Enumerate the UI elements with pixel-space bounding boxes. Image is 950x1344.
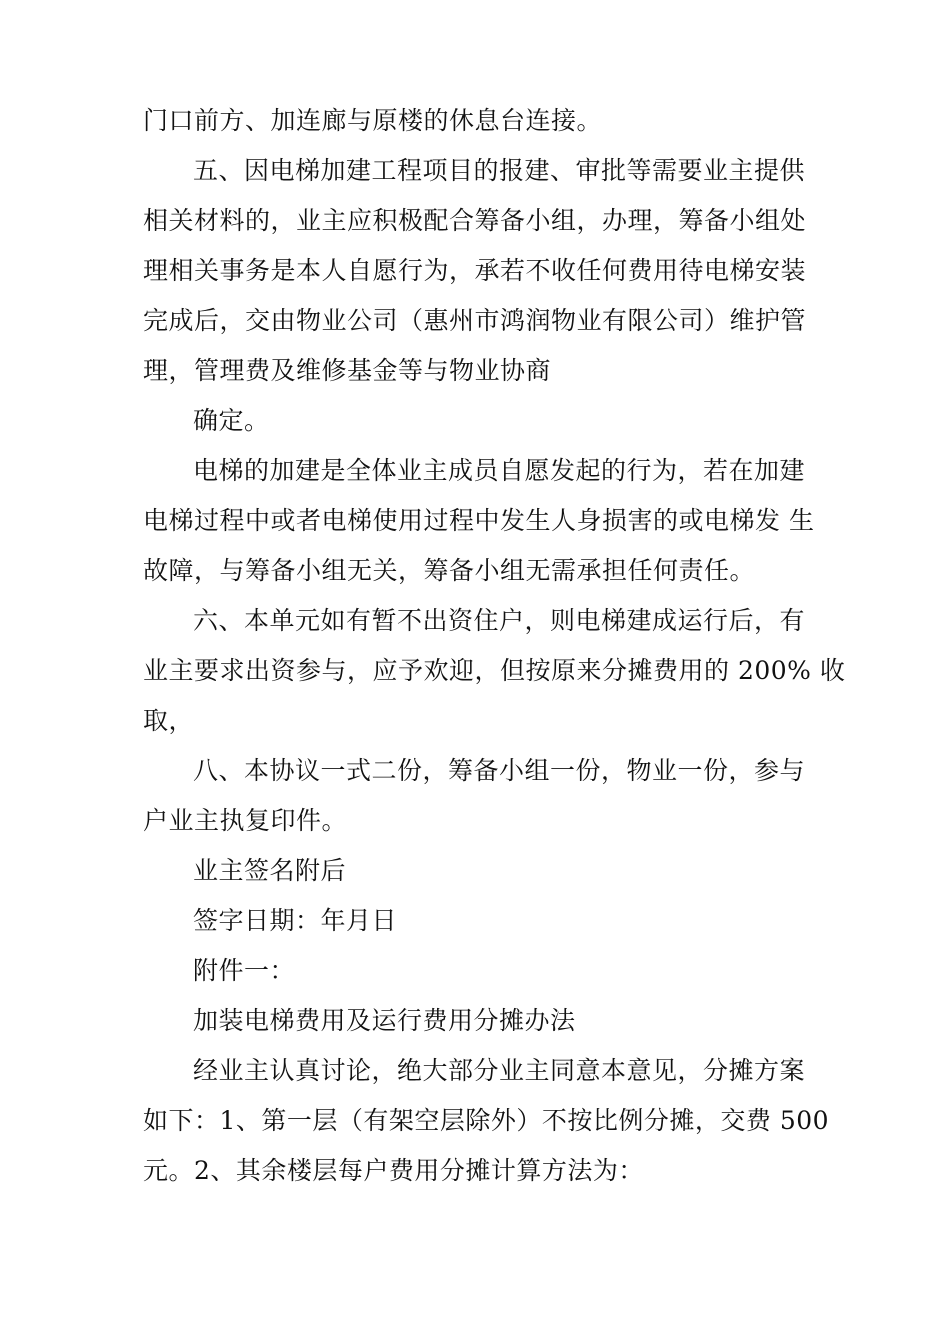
text-line-2: 五、因电梯加建工程项目的报建、审批等需要业主提供 (193, 156, 806, 185)
text-line-13: 取， (143, 706, 195, 735)
text-line-20: 经业主认真讨论，绝大部分业主同意本意见，分摊方案 (193, 1056, 806, 1085)
text-line-10: 故障，与筹备小组无关，筹备小组无需承担任何责任。 (143, 556, 756, 585)
text-line-5: 完成后，交由物业公司（惠州市鸿润物业有限公司）维护管 (143, 306, 807, 335)
text-line-9: 电梯过程中或者电梯使用过程中发生人身损害的或电梯发 生 (143, 506, 815, 535)
text-line-16: 业主签名附后 (193, 856, 347, 885)
text-line-8: 电梯的加建是全体业主成员自愿发起的行为，若在加建 (193, 456, 806, 485)
text-line-12: 业主要求出资参与，应予欢迎，但按原来分摊费用的 200% 收 (143, 656, 846, 685)
text-line-17: 签字日期：年月日 (193, 906, 398, 935)
text-line-3: 相关材料的，业主应积极配合筹备小组，办理，筹备小组处 (143, 206, 807, 235)
text-line-6: 理，管理费及维修基金等与物业协商 (143, 356, 552, 385)
text-line-22: 元。2、其余楼层每户费用分摊计算方法为： (143, 1156, 644, 1185)
text-line-18: 附件一： (193, 956, 296, 985)
text-line-21: 如下：1、第一层（有架空层除外）不按比例分摊，交费 500 (143, 1106, 830, 1135)
document-page (143, 96, 846, 1196)
text-line-4: 理相关事务是本人自愿行为，承若不收任何费用待电梯安装 (143, 256, 807, 285)
text-line-7: 确定。 (193, 406, 270, 435)
text-line-14: 八、本协议一式二份，筹备小组一份，物业一份，参与 (193, 756, 806, 785)
text-line-1: 门口前方、加连廊与原楼的休息台连接。 (143, 106, 603, 135)
text-line-11: 六、本单元如有暂不出资住户，则电梯建成运行后，有 (193, 606, 806, 635)
text-line-19: 加装电梯费用及运行费用分摊办法 (193, 1006, 576, 1035)
text-line-15: 户业主执复印件。 (143, 806, 348, 835)
